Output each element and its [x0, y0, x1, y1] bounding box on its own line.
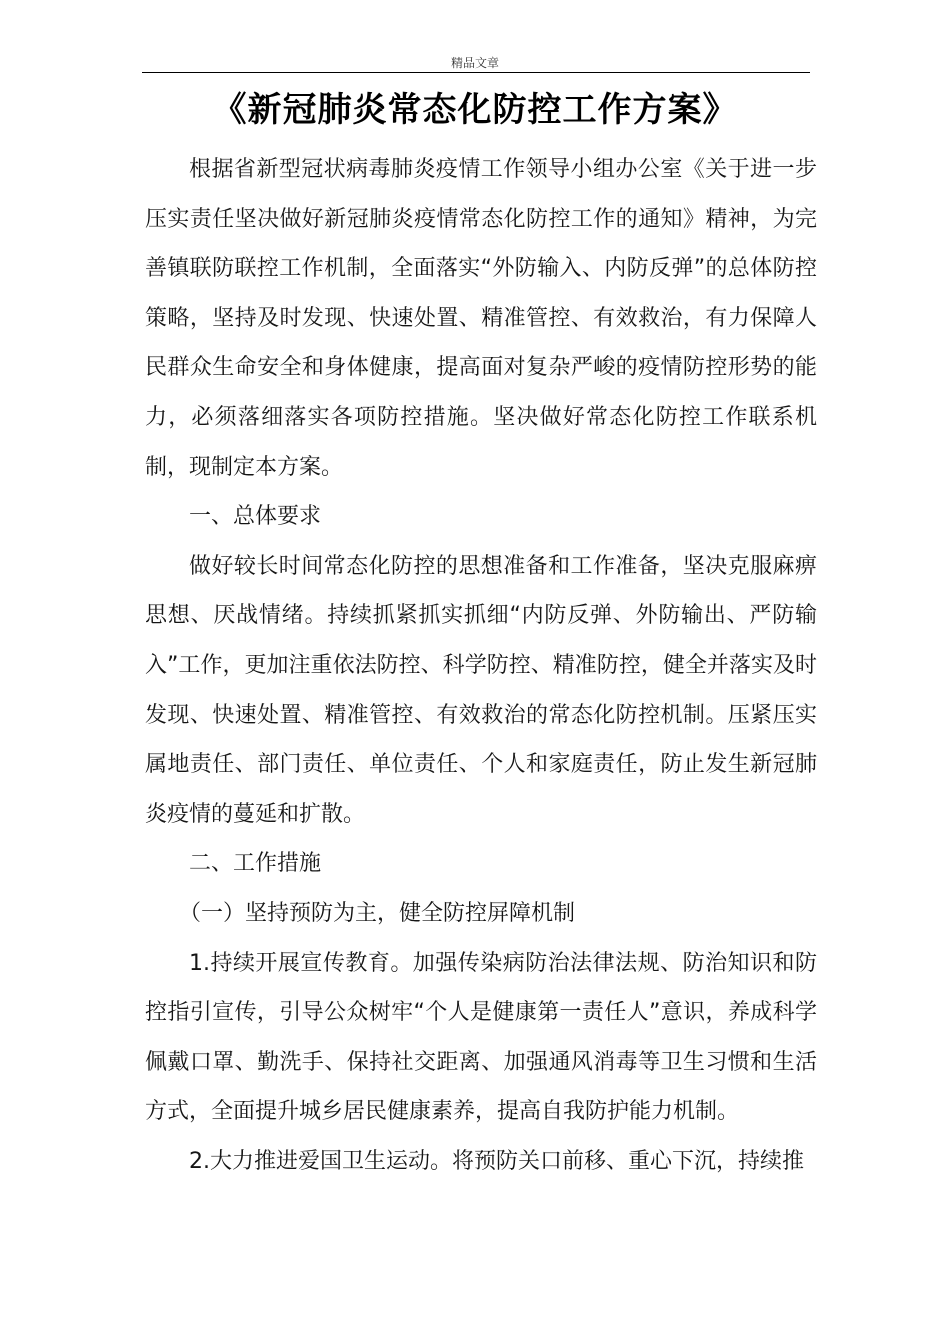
section-heading-work-measures: 二、工作措施	[189, 851, 322, 877]
paragraph-item-1: 1.持续开展宣传教育。加强传染病防治法律法规、防治知识和防控指引宣传，引导公众树牢“个人是健康第一责任人”意识，养成科学佩戴口罩、勤洗手、保持社交距离、加强通风消毒等卫生习惯和生活方式，全面提升城乡居民健康素养，提高自我防护能力机制。	[145, 950, 817, 1125]
document-title: 《新冠肺炎常态化防控工作方案》	[212, 90, 738, 130]
paragraph-item-2: 2.大力推进爱国卫生运动。将预防关口前移、重心下沉，持续推	[189, 1148, 804, 1174]
paragraph-general-requirements: 做好较长时间常态化防控的思想准备和工作准备，坚决克服麻痹思想、厌战情绪。持续抓紧抓实抓细“内防反弹、外防输出、严防输入”工作，更加注重依法防控、科学防控、精准防控，健全并落实及时发现、快速处置、精准管控、有效救治的常态化防控机制。压紧压实属地责任、部门责任、单位责任、个人和家庭责任，防止发生新冠肺炎疫情的蔓延和扩散。	[145, 553, 817, 827]
page-header-label: 精品文章	[450, 56, 499, 70]
header-divider	[142, 72, 810, 73]
document-body	[145, 145, 817, 1186]
subsection-heading-prevention: （一）坚持预防为主，健全防控屏障机制	[179, 900, 576, 926]
section-heading-general-requirements: 一、总体要求	[189, 504, 322, 530]
paragraph-intro: 根据省新型冠状病毒肺炎疫情工作领导小组办公室《关于进一步压实责任坚决做好新冠肺炎疫情常态化防控工作的通知》精神，为完善镇联防联控工作机制，全面落实“外防输入、内防反弹”的总体防控策略，坚持及时发现、快速处置、精准管控、有效救治，有力保障人民群众生命安全和身体健康，提高面对复杂严峻的疫情防控形势的能力，必须落细落实各项防控措施。坚决做好常态化防控工作联系机制，现制定本方案。	[145, 157, 817, 480]
